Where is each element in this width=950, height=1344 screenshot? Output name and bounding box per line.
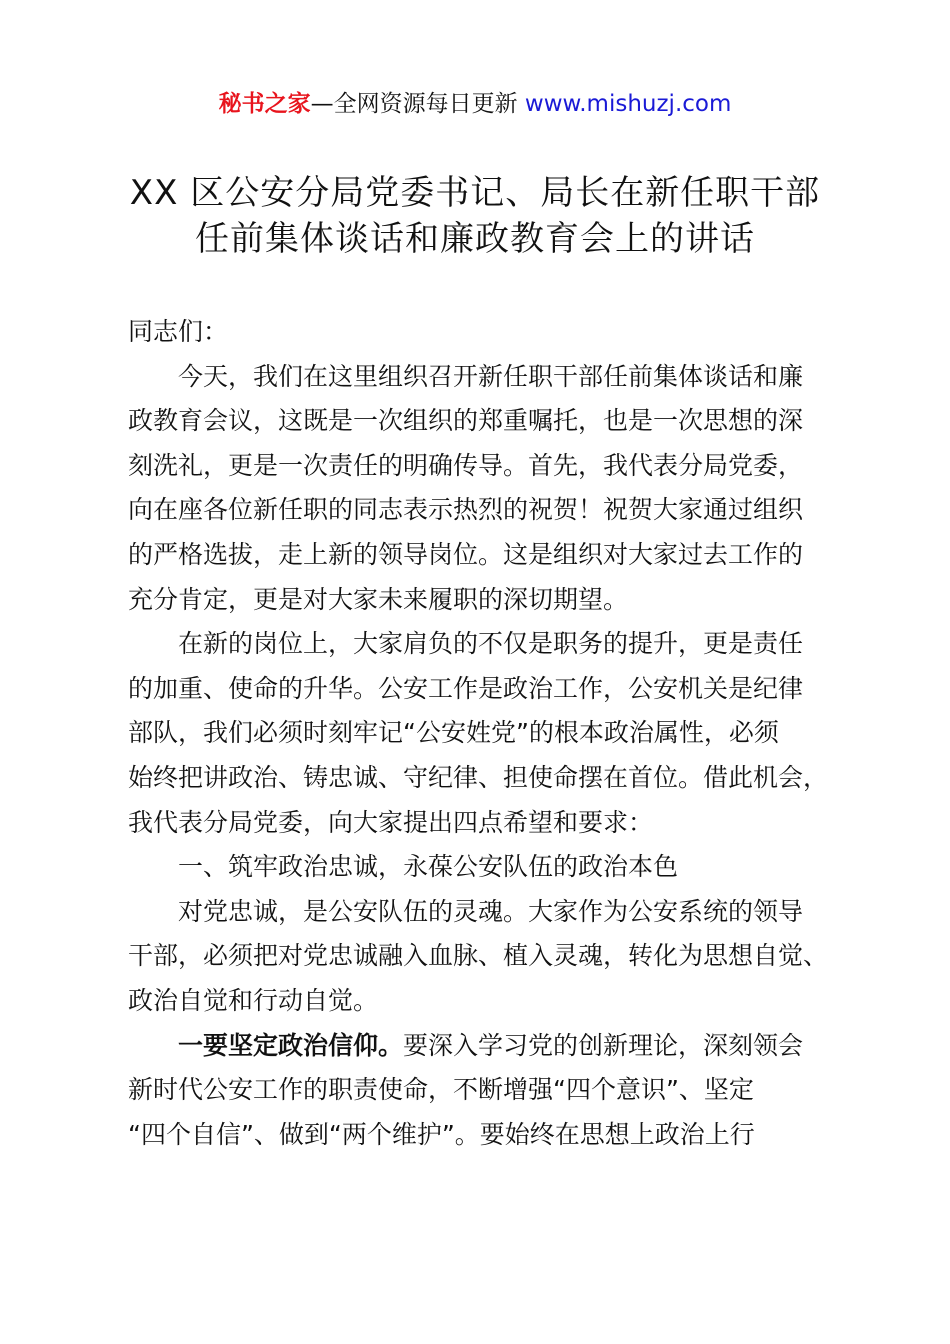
paragraph-line: 我代表分局党委，向大家提出四点希望和要求：	[128, 807, 654, 837]
paragraph-1	[128, 355, 848, 623]
paragraph-line: 政治自觉和行动自觉。	[128, 985, 379, 1015]
paragraph-line: 的严格选拔，走上新的领导岗位。这是组织对大家过去工作的	[128, 539, 804, 569]
paragraph-line: 新时代公安工作的职责使命，不断增强“四个意识”、坚定	[128, 1075, 754, 1105]
paragraph-line: 对党忠诚，是公安队伍的灵魂。大家作为公安系统的领导	[178, 896, 804, 926]
paragraph-line: 刻洗礼，更是一次责任的明确传导。首先，我代表分局党委，	[128, 450, 804, 480]
site-link[interactable]: www.mishuzj.com	[524, 91, 732, 117]
title-line-1: XX 区公安分局党委书记、局长在新任职干部	[129, 173, 821, 213]
document-title	[60, 170, 890, 262]
paragraph-2	[128, 622, 848, 845]
paragraph-line: 在新的岗位上，大家肩负的不仅是职务的提升，更是责任	[178, 629, 804, 659]
paragraph-line: “四个自信”、做到“两个维护”。要始终在思想上政治上行	[128, 1119, 755, 1149]
document-body	[128, 310, 848, 1157]
paragraph-3	[128, 890, 848, 1024]
section-heading-1: 一、筑牢政治忠诚，永葆公安队伍的政治本色	[178, 852, 679, 882]
paragraph-line: 始终把讲政治、铸忠诚、守纪律、担使命摆在首位。借此机会，	[128, 762, 829, 792]
paragraph-line: 干部，必须把对党忠诚融入血脉、植入灵魂，转化为思想自觉、	[128, 941, 829, 971]
paragraph-line: 政教育会议，这既是一次组织的郑重嘱托，也是一次思想的深	[128, 406, 804, 436]
paragraph-line: 今天，我们在这里组织召开新任职干部任前集体谈话和廉	[178, 361, 804, 391]
paragraph-line	[128, 1024, 848, 1069]
paragraph-4	[128, 1024, 848, 1158]
paragraph-line: 部队，我们必须时刻牢记“公安姓党”的根本政治属性，必须	[128, 718, 779, 748]
greeting: 同志们：	[128, 317, 229, 346]
bold-lead-in: 一要坚定政治信仰。	[178, 1030, 404, 1060]
paragraph-text: 要深入学习党的创新理论，深刻领会	[403, 1030, 804, 1060]
title-line-2: 任前集体谈话和廉政教育会上的讲话	[195, 219, 755, 259]
paragraph-line: 的加重、使命的升华。公安工作是政治工作，公安机关是纪律	[128, 673, 804, 703]
paragraph-line: 向在座各位新任职的同志表示热烈的祝贺！祝贺大家通过组织	[128, 495, 804, 525]
site-header	[0, 88, 950, 120]
header-tagline: —全网资源每日更新	[310, 91, 525, 117]
brand-name: 秘书之家	[218, 91, 311, 117]
paragraph-line: 充分肯定，更是对大家未来履职的深切期望。	[128, 584, 629, 614]
